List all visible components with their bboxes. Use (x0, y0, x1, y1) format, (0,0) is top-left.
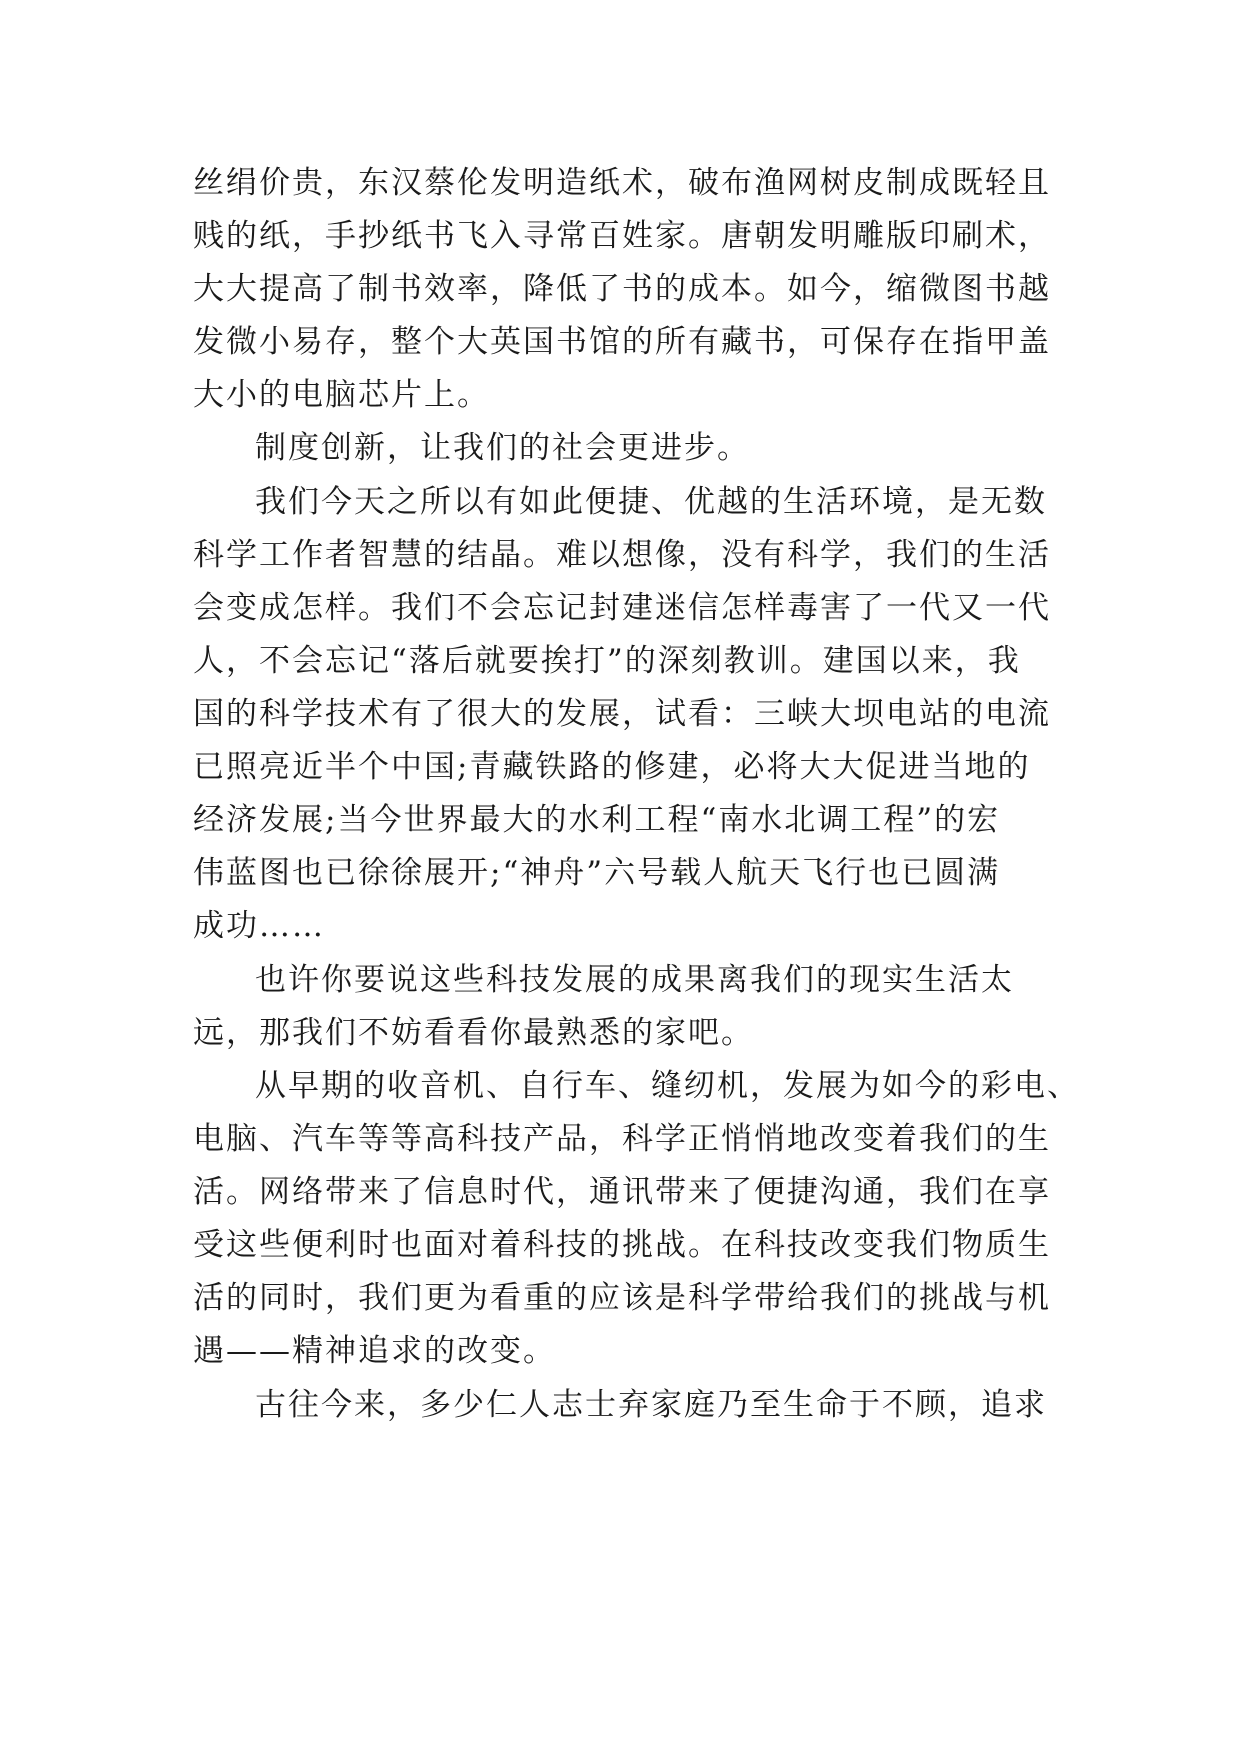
paragraph-first-line: 我们今天之所以有如此便捷、优越的生活环境，是无数 (255, 484, 1047, 520)
text-line: 人，不会忘记“落后就要挨打”的深刻教训。建国以来，我 (193, 643, 1021, 679)
text-line: 电脑、汽车等等高科技产品，科学正悄悄地改变着我们的生 (193, 1121, 1051, 1157)
text-line: 大大提高了制书效率，降低了书的成本。如今，缩微图书越 (193, 271, 1051, 307)
text-line: 已照亮近半个中国;青藏铁路的修建，必将大大促进当地的 (193, 749, 1031, 785)
text-line: 活。网络带来了信息时代，通讯带来了便捷沟通，我们在享 (193, 1174, 1051, 1210)
text-line: 远，那我们不妨看看你最熟悉的家吧。 (193, 1015, 754, 1051)
paragraph-first-line: 也许你要说这些科技发展的成果离我们的现实生活太 (255, 962, 1014, 998)
text-line: 会变成怎样。我们不会忘记封建迷信怎样毒害了一代又一代 (193, 590, 1051, 626)
text-line: 经济发展;当今世界最大的水利工程“南水北调工程”的宏 (193, 802, 1001, 838)
paragraph-first-line: 古往今来，多少仁人志士弃家庭乃至生命于不顾，追求 (255, 1387, 1047, 1423)
text-line: 贱的纸，手抄纸书飞入寻常百姓家。唐朝发明雕版印刷术， (193, 218, 1051, 254)
text-line: 受这些便利时也面对着科技的挑战。在科技改变我们物质生 (193, 1227, 1051, 1263)
text-line: 伟蓝图也已徐徐展开;“神舟”六号载人航天飞行也已圆满 (193, 855, 1001, 891)
paragraph-first-line: 从早期的收音机、自行车、缝纫机，发展为如今的彩电、 (255, 1068, 1080, 1104)
text-line: 发微小易存，整个大英国书馆的所有藏书，可保存在指甲盖 (193, 324, 1051, 360)
text-line: 科学工作者智慧的结晶。难以想像，没有科学，我们的生活 (193, 537, 1051, 573)
text-line: 活的同时，我们更为看重的应该是科学带给我们的挑战与机 (193, 1280, 1051, 1316)
text-line: 成功…… (193, 908, 325, 944)
text-line: 国的科学技术有了很大的发展，试看：三峡大坝电站的电流 (193, 696, 1051, 732)
text-line: 大小的电脑芯片上。 (193, 377, 490, 413)
text-line: 丝绢价贵，东汉蔡伦发明造纸术，破布渔网树皮制成既轻且 (193, 165, 1051, 201)
text-line: 遇——精神追求的改变。 (193, 1333, 556, 1369)
paragraph-heading-line: 制度创新，让我们的社会更进步。 (255, 430, 750, 466)
